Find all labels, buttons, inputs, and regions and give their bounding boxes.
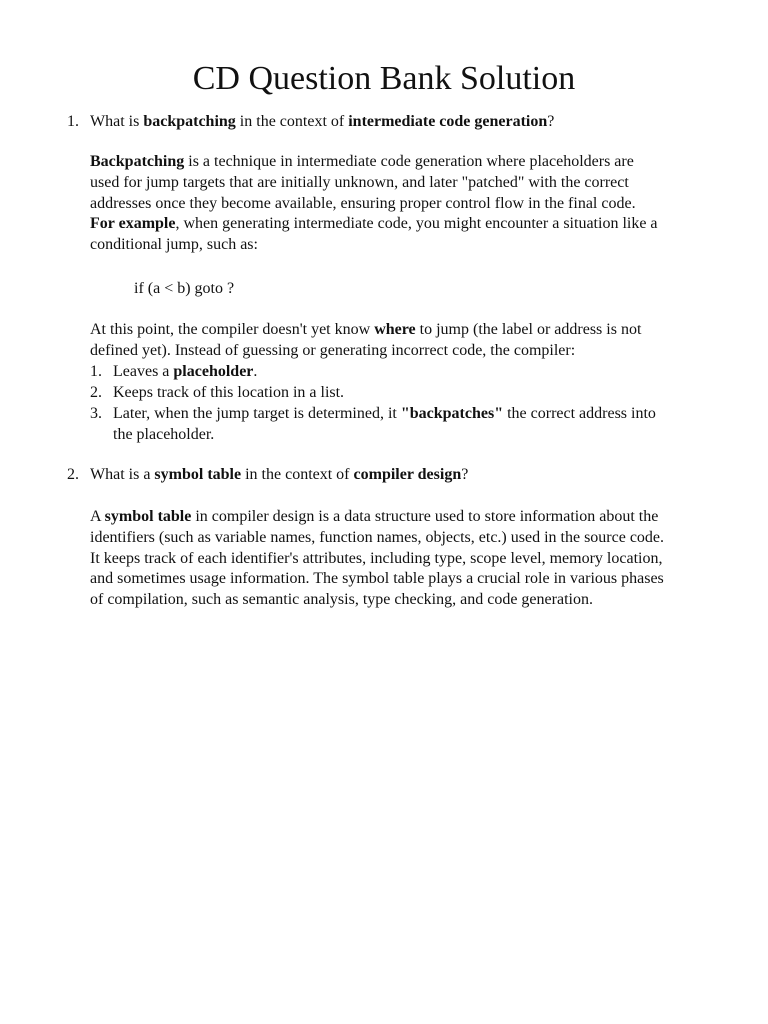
question-1	[0, 112, 768, 452]
answer-line: Backpatching is a technique in intermediate code generation where placeholders are	[90, 153, 634, 170]
followup-line: At this point, the compiler doesn't yet know where to jump (the label or address is not	[90, 321, 642, 338]
answer-line: A symbol table in compiler design is a data structure used to store information about the	[90, 508, 659, 525]
question-text: What is a symbol table in the context of compiler design?	[90, 466, 469, 483]
followup-paragraph	[90, 320, 730, 362]
answer-line: For example, when generating intermediate code, you might encounter a situation like a	[90, 215, 658, 233]
answer-line: conditional jump, such as:	[90, 236, 258, 254]
question-number: 1.	[67, 113, 79, 130]
answer-line: identifiers (such as variable names, function names, objects, etc.) used in the source code.	[90, 528, 665, 546]
answer-line: It keeps track of each identifier's attributes, including type, scope level, memory location,	[90, 549, 663, 567]
question-number: 2.	[67, 466, 79, 483]
answer-line: used for jump targets that are initially unknown, and later "patched" with the correct	[90, 173, 629, 191]
step-number: 3.	[90, 405, 102, 422]
step-number: 2.	[90, 384, 102, 401]
page-title: CD Question Bank Solution	[192, 60, 576, 97]
question-2	[0, 465, 768, 625]
step-text: Later, when the jump target is determined, it "backpatches" the correct address into the placeholder.	[113, 405, 656, 443]
answer-paragraph	[90, 507, 730, 611]
question-text: What is backpatching in the context of intermediate code generation?	[90, 113, 555, 130]
code-example: if (a < b) goto ?	[134, 280, 235, 297]
answer-line: and sometimes usage information. The symbol table plays a crucial role in various phases	[90, 570, 664, 588]
step-text: Keeps track of this location in a list.	[113, 384, 345, 401]
answer-paragraph	[90, 152, 730, 256]
answer-line: addresses once they become available, ensuring proper control flow in the final code.	[90, 194, 636, 212]
followup-line: defined yet). Instead of guessing or generating incorrect code, the compiler:	[90, 341, 576, 359]
step-number: 1.	[90, 363, 102, 380]
step-text: Leaves a placeholder.	[113, 363, 258, 380]
answer-line: of compilation, such as semantic analysis, type checking, and code generation.	[90, 591, 593, 609]
